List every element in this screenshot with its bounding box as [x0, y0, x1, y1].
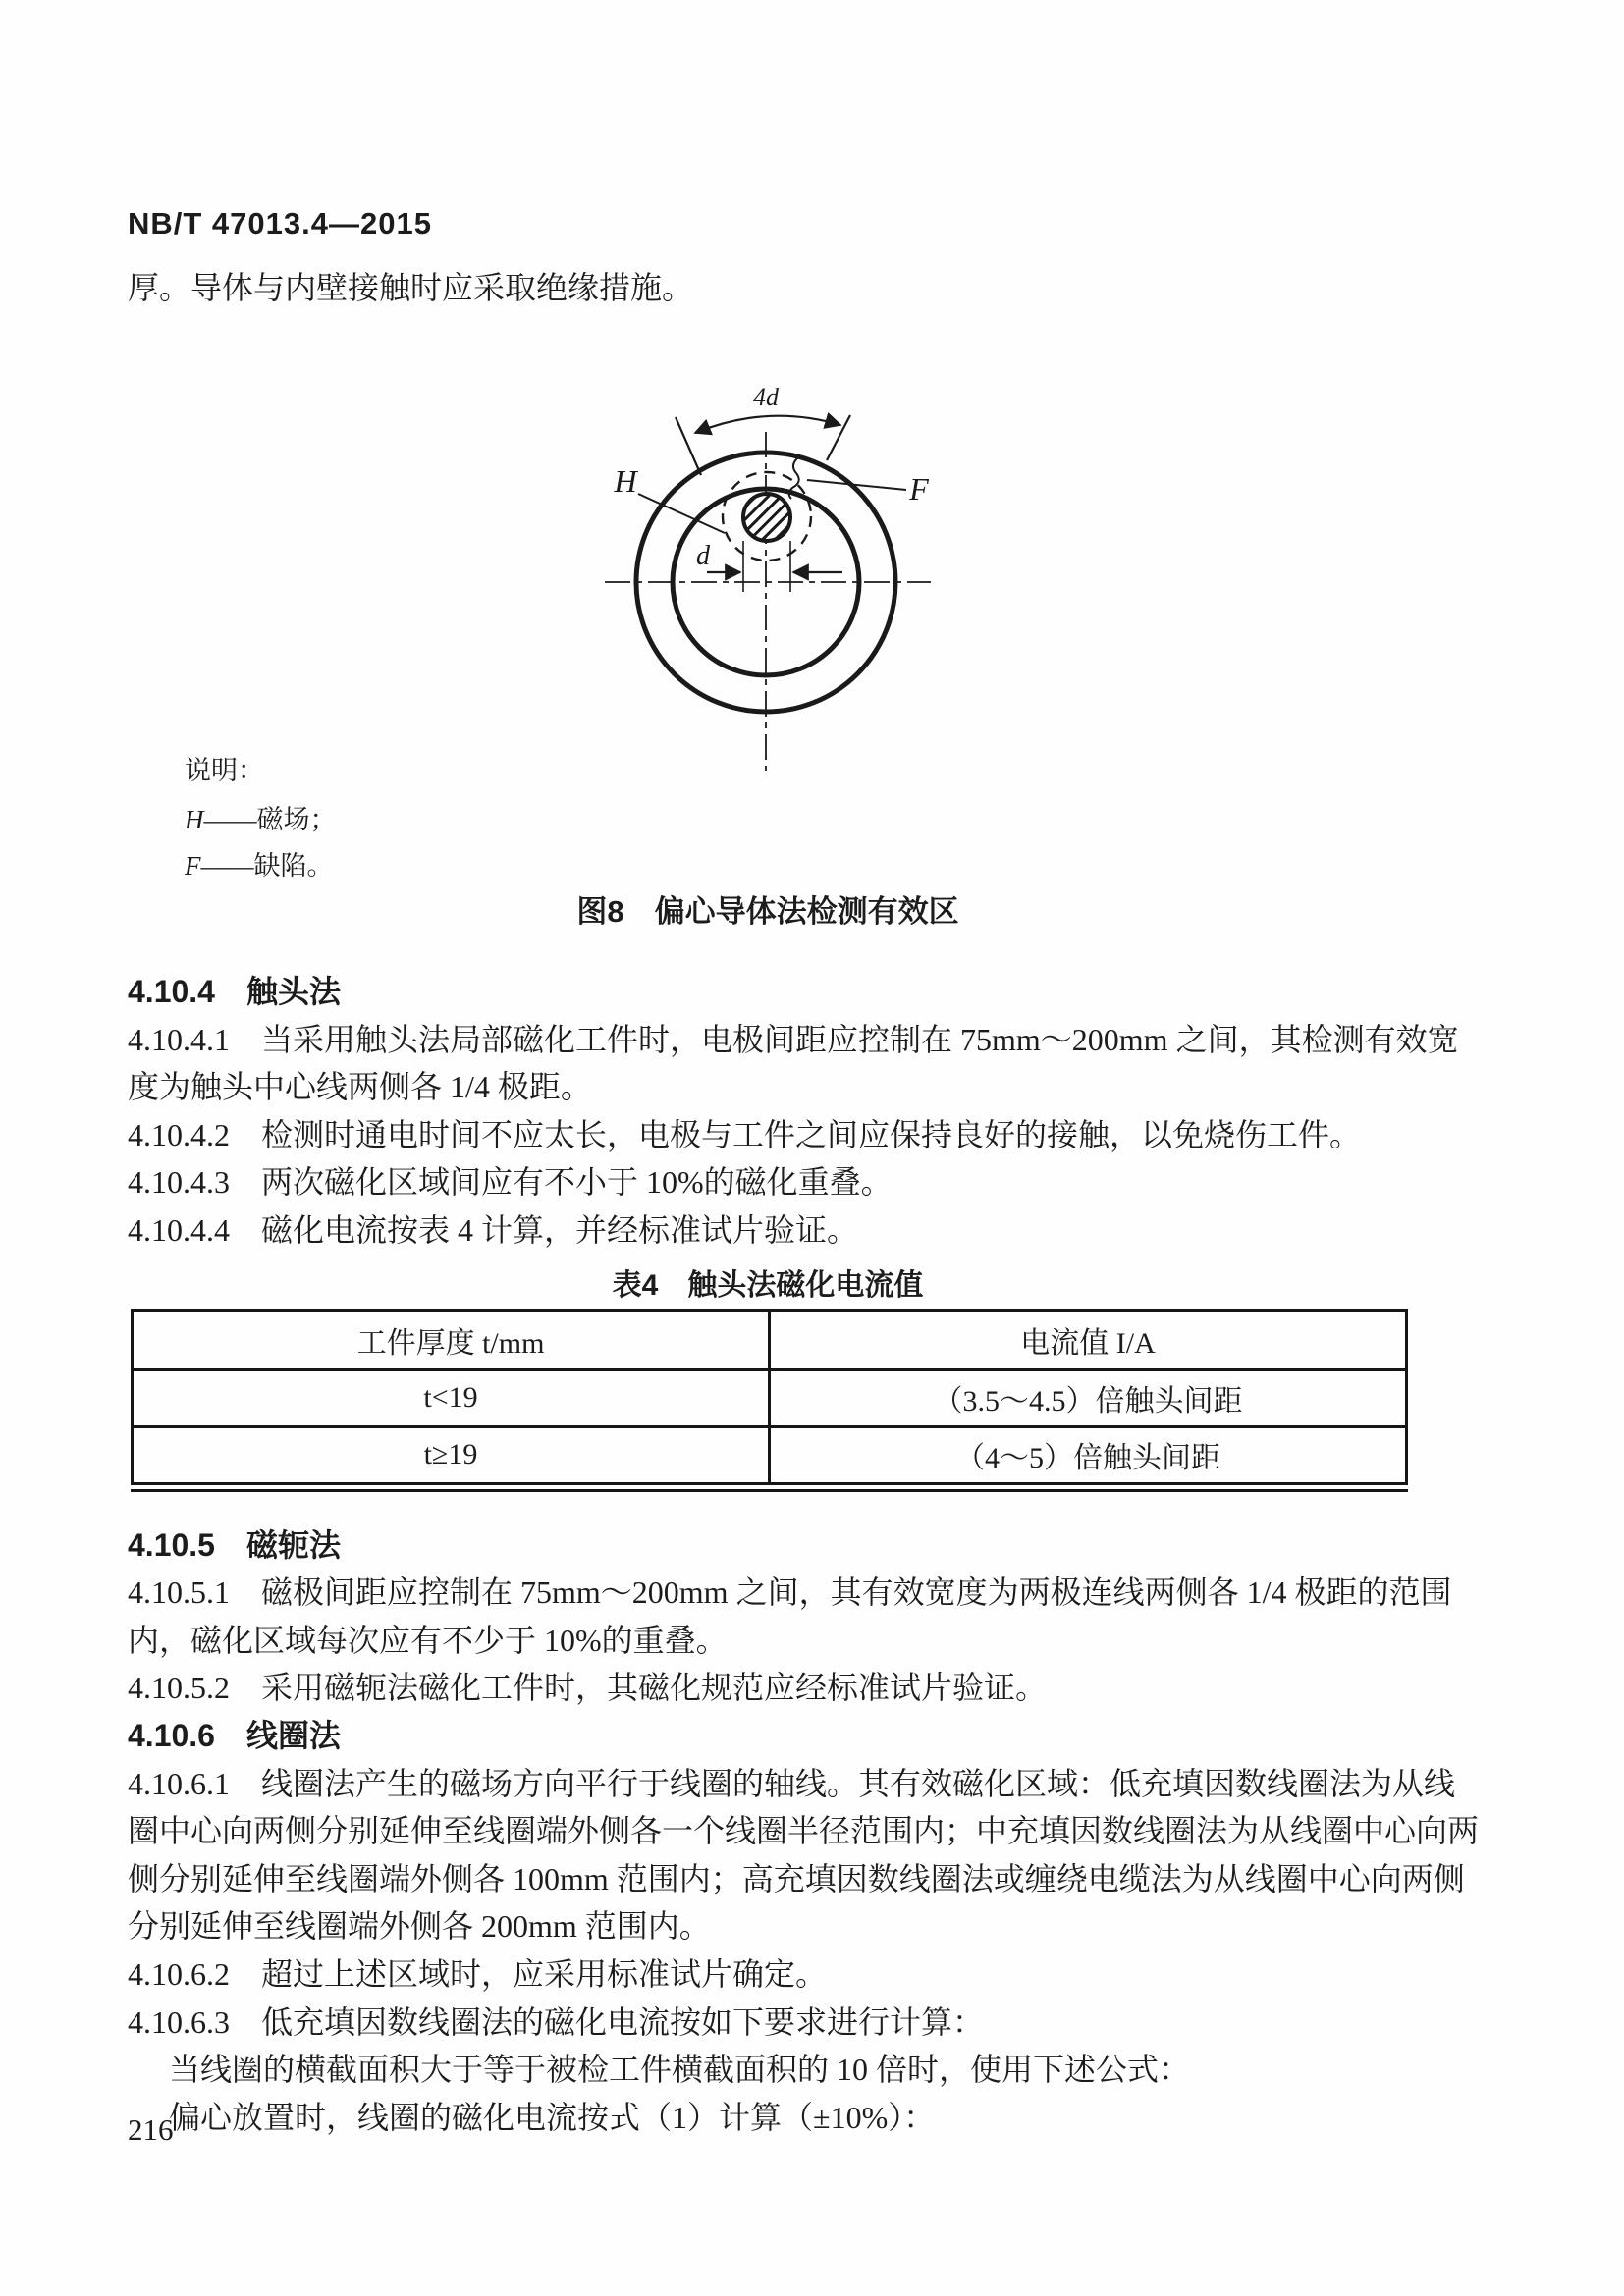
text-line: 4.10.4 触头法	[128, 974, 341, 1009]
defect-f-label: F	[909, 471, 929, 507]
figure-legend	[185, 749, 337, 898]
figure-8-diagram	[412, 388, 1031, 780]
table-bottom-rule	[131, 1489, 1408, 1492]
text-line: 4.10.6.1 线圈法产生的磁场方向平行于线圈的轴线。其有效磁化区域：低充填因数线圈法为从线	[128, 1765, 1456, 1801]
dim-4d-arc	[695, 416, 840, 433]
text-line: 4.10.4.2 检测时通电时间不应太长，电极与工件之间应保持良好的接触，以免烧伤工件。	[128, 1116, 1362, 1152]
cell-current: （4～5）倍触头间距	[770, 1426, 1407, 1483]
text-line: 分别延伸至线圈端外侧各 200mm 范围内。	[128, 1908, 711, 1945]
text-line: 4.10.4.4 磁化电流按表 4 计算，并经标准试片验证。	[128, 1211, 859, 1248]
legend-symbol: H	[185, 805, 204, 834]
dim-d-label: d	[696, 541, 710, 571]
text-line: 4.10.5 磁轭法	[128, 1526, 341, 1563]
text-line: 4.10.5.1 磁极间距应控制在 75mm～200mm 之间，其有效宽度为两极连线两侧各 1/4 极距的范围	[128, 1575, 1452, 1611]
legend-desc: ——缺陷。	[200, 851, 334, 881]
table-4-title: 表4 触头法磁化电流值	[612, 1268, 924, 1302]
text-line: 4.10.5.2 采用磁轭法磁化工件时，其磁化规范应经标准试片验证。	[128, 1670, 1048, 1706]
standard-number: NB/T 47013.4—2015	[128, 206, 432, 240]
text-line: 4.10.4.3 两次磁化区域间应有不小于 10%的磁化重叠。	[128, 1164, 893, 1201]
text-line: 偏心放置时，线圈的磁化电流按式（1）计算（±10%）：	[169, 2099, 936, 2135]
cell-thickness: t<19	[133, 1369, 770, 1426]
table-4-body	[133, 1369, 1407, 1483]
legend-desc: ——磁场；	[203, 805, 337, 834]
dim-4d-line-left	[676, 417, 701, 475]
col-header-current: 电流值 I/A	[770, 1310, 1407, 1369]
text-line: 内，磁化区域每次应有不少于 10%的重叠。	[128, 1622, 728, 1658]
conductor-circle	[743, 494, 790, 541]
table-4	[131, 1309, 1408, 1485]
text-line: 圈中心向两侧分别延伸至线圈端外侧各一个线圈半径范围内；中充填因数线圈法为从线圈中心向两	[128, 1813, 1480, 1849]
text-line: 当线圈的横截面积大于等于被检工件横截面积的 10 倍时，使用下述公式：	[169, 2052, 1191, 2088]
table-row	[133, 1369, 1407, 1426]
legend-item	[185, 852, 337, 881]
legend-items	[185, 806, 337, 881]
legend-symbol: F	[185, 851, 201, 881]
figure-caption: 图8 偏心导体法检测有效区	[576, 894, 959, 929]
text-line: 4.10.6 线圈法	[128, 1717, 341, 1753]
table-row	[133, 1426, 1407, 1483]
section-lines-a	[128, 968, 1459, 1255]
body-content	[128, 968, 1480, 2141]
text-line: 4.10.6.2 超过上述区域时，应采用标准试片确定。	[128, 1955, 828, 1992]
text-line: 4.10.4.1 当采用触头法局部磁化工件时，电极间距应控制在 75mm～200mm 之间，其检测有效宽	[128, 1021, 1459, 1057]
legend-item	[185, 806, 337, 834]
table-4-head	[133, 1310, 1407, 1369]
text-line: 4.10.6.3 低充填因数线圈法的磁化电流按如下要求进行计算：	[128, 2003, 985, 2040]
intro-paragraph: 厚。导体与内壁接触时应采取绝缘措施。	[128, 270, 694, 305]
cell-current: （3.5～4.5）倍触头间距	[770, 1369, 1407, 1426]
section-lines-b	[128, 1522, 1480, 2142]
cell-thickness: t≥19	[133, 1426, 770, 1483]
col-header-thickness: 工件厚度 t/mm	[133, 1310, 770, 1369]
field-h-label: H	[614, 463, 637, 499]
page-number: 216	[128, 2112, 174, 2147]
table-header-row	[133, 1310, 1407, 1369]
text-line: 侧分别延伸至线圈端外侧各 100mm 范围内；高充填因数线圈法或缠绕电缆法为从线圈中心向两侧	[128, 1860, 1465, 1896]
legend-title: 说明：	[185, 756, 264, 785]
text-line: 度为触头中心线两侧各 1/4 极距。	[128, 1069, 592, 1105]
dim-4d-label: 4d	[753, 388, 779, 411]
